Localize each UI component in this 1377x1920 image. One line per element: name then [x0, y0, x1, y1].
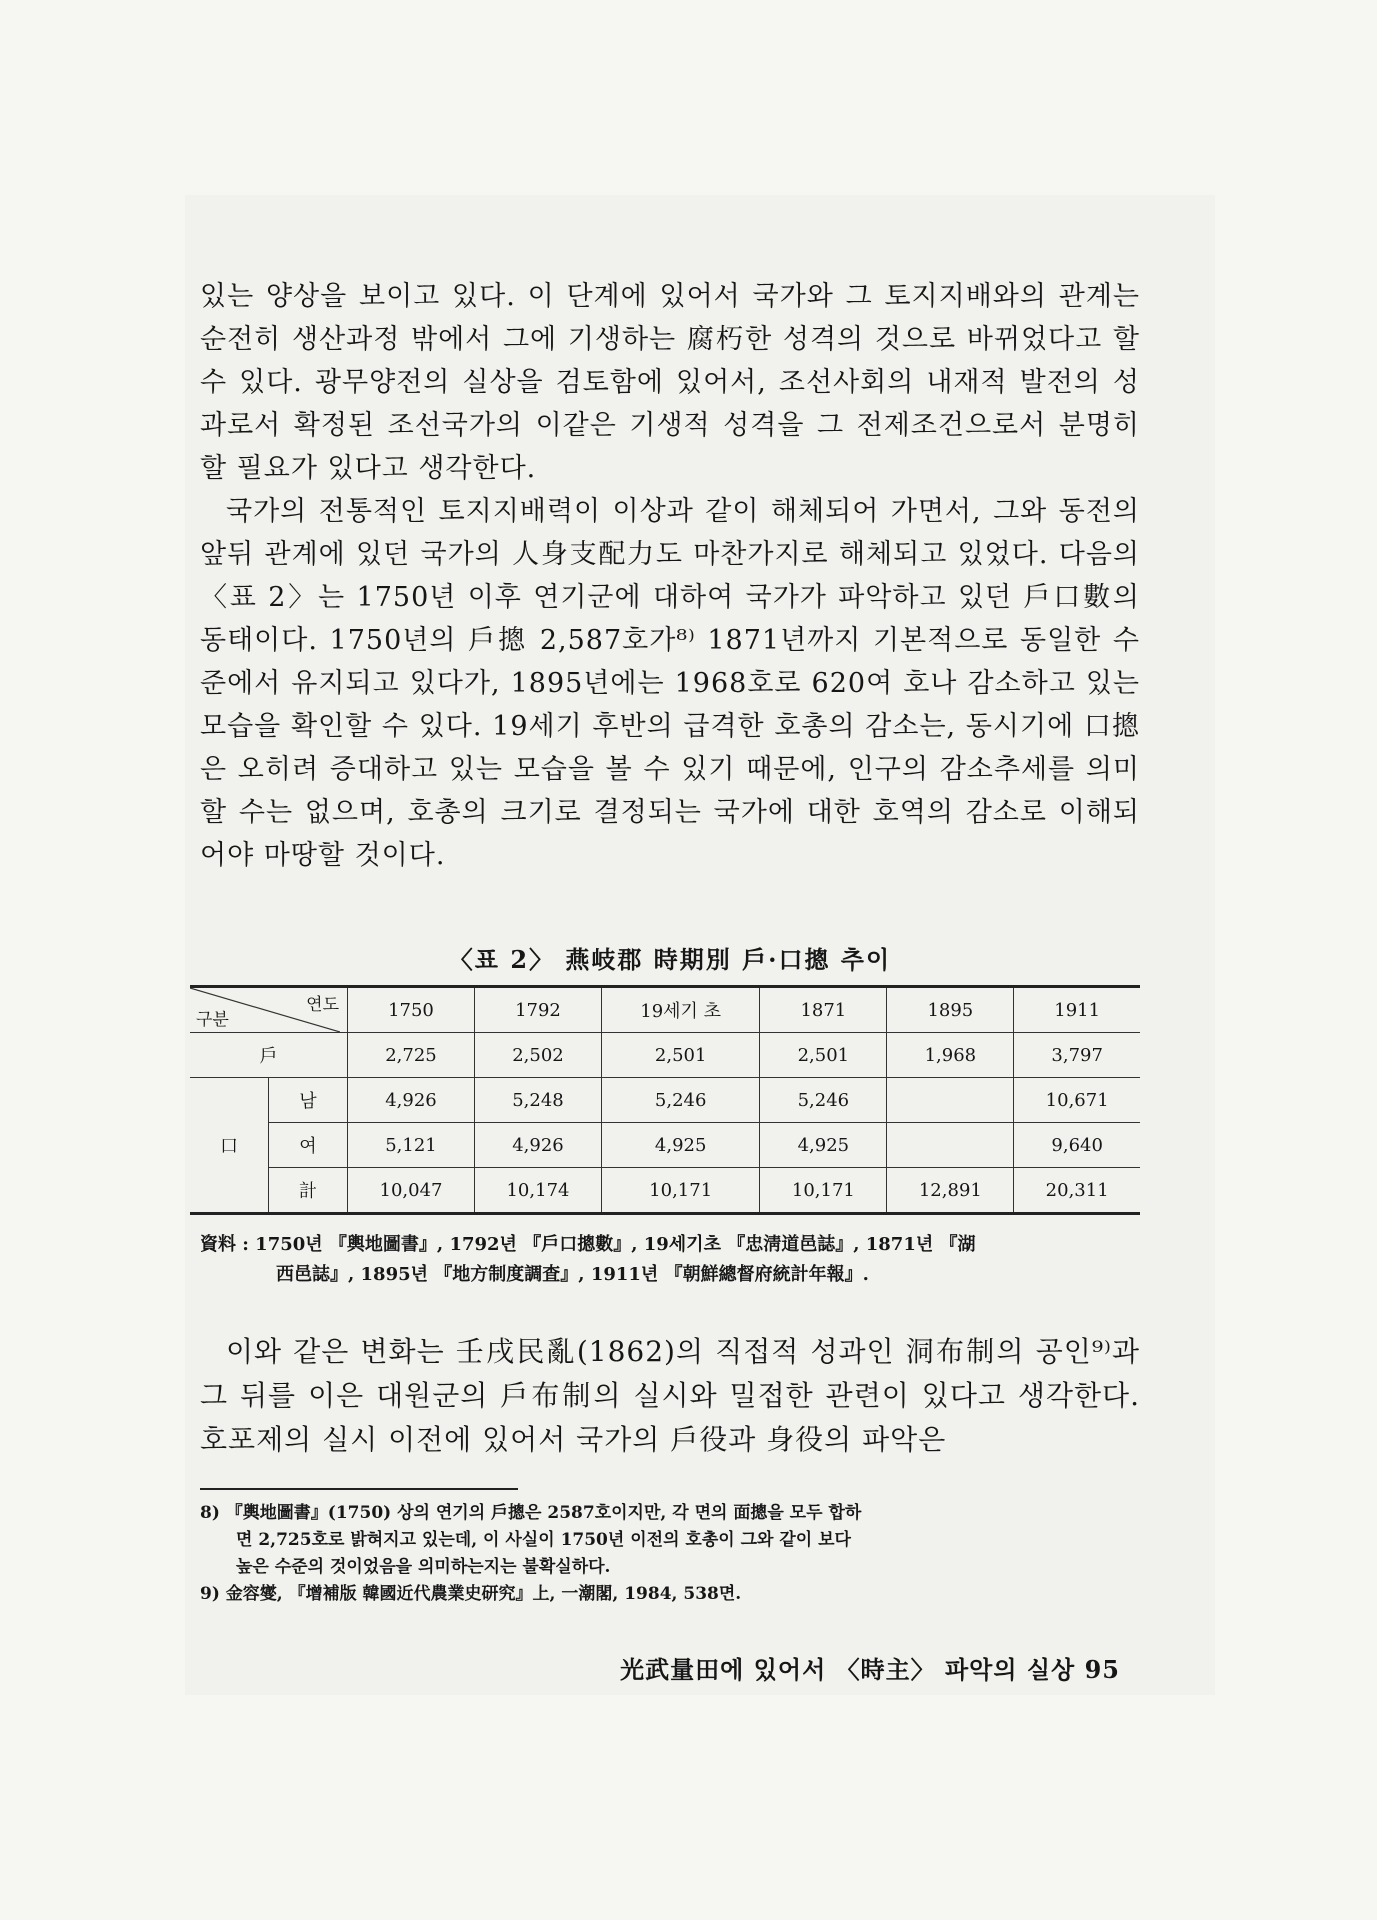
table-cell: 2,501 [760, 1033, 887, 1078]
table-row [190, 1033, 1140, 1078]
table-cell: 4,926 [474, 1123, 601, 1168]
table-cell: 5,121 [348, 1123, 475, 1168]
household-population-table [190, 985, 1140, 1215]
year-header: 1871 [760, 987, 887, 1033]
year-header: 1750 [348, 987, 475, 1033]
footnote-8-line-1: 8) 『輿地圖書』(1750) 상의 연기의 戶摠은 2587호이지만, 각 면의 面摠을 모두 합하 [200, 1503, 862, 1523]
running-footer: 光武量田에 있어서 〈時主〉 파악의 실상 95 [620, 1655, 1120, 1684]
footnote-8 [200, 1500, 1140, 1581]
table-cell: 5,246 [760, 1078, 887, 1123]
table-cell: 9,640 [1014, 1123, 1140, 1168]
table-cell: 5,246 [601, 1078, 759, 1123]
body-text-top [200, 275, 1140, 877]
paragraph-1: 있는 양상을 보이고 있다. 이 단계에 있어서 국가와 그 토지지배와의 관계는 순전히 생산과정 밖에서 그에 기생하는 腐朽한 성격의 것으로 바뀌었다고 할 수 있다. 광무양전의 실상을 검토함에 있어서, 조선사회의 내재적 발전의 성과로서 확정된 조선국가의 이같은 기생적 성격을 그 전제조건으로서 분명히 할 필요가 있다고 생각한다. [200, 281, 1140, 484]
table-cell [887, 1078, 1014, 1123]
table-cell: 10,174 [474, 1168, 601, 1214]
table-cell: 2,502 [474, 1033, 601, 1078]
table-cell: 2,501 [601, 1033, 759, 1078]
row-group-label: 口 [190, 1078, 269, 1214]
year-header: 19세기 초 [601, 987, 759, 1033]
paragraph-3: 이와 같은 변화는 壬戌民亂(1862)의 직접적 성과인 洞布制의 공인⁹⁾과 그 뒤를 이은 대원군의 戶布制의 실시와 밀접한 관련이 있다고 생각한다. 호포제의 실시 이전에 있어서 국가의 戶役과 身役의 파악은 [200, 1335, 1140, 1456]
table-source-note [200, 1230, 1140, 1290]
table-cell: 4,926 [348, 1078, 475, 1123]
table-cell: 4,925 [760, 1123, 887, 1168]
table-cell: 10,047 [348, 1168, 475, 1214]
body-text-bottom [200, 1330, 1140, 1462]
paragraph-2: 국가의 전통적인 토지지배력이 이상과 같이 해체되어 가면서, 그와 동전의 앞뒤 관계에 있던 국가의 人身支配力도 마찬가지로 해체되고 있었다. 다음의 〈표 2〉는 1750년 이후 연기군에 대하여 국가가 파악하고 있던 戶口數의 동태이다. 1750년의 戶摠 2,587호가⁸⁾ 1871년까지 기본적으로 동일한 수준에서 유지되고 있다가, 1895년에는 1968호로 620여 호나 감소하고 있는 모습을 확인할 수 있다. 19세기 후반의 급격한 호총의 감소는, 동시기에 口摠은 오히려 증대하고 있는 모습을 볼 수 있기 때문에, 인구의 감소추세를 의미할 수는 없으며, 호총의 크기로 결정되는 국가에 대한 호역의 감소로 이해되어야 마땅할 것이다. [200, 496, 1140, 871]
corner-category-label: 구분 [196, 1010, 229, 1030]
table-row [190, 1078, 1140, 1123]
year-header: 1895 [887, 987, 1014, 1033]
table-cell: 10,171 [760, 1168, 887, 1214]
table-corner-cell [190, 987, 348, 1033]
source-line-1: 資料 : 1750년 『輿地圖書』, 1792년 『戶口摠數』, 19세기초 『忠淸道邑誌』, 1871년 『湖 [200, 1234, 976, 1255]
table-cell: 4,925 [601, 1123, 759, 1168]
table-title: 〈표 2〉 燕岐郡 時期別 戶·口摠 추이 [448, 945, 892, 974]
footnote-divider [200, 1488, 518, 1490]
footnote-9: 9) 金容燮, 『增補版 韓國近代農業史研究』上, 一潮閣, 1984, 538면. [200, 1584, 742, 1604]
table-row [190, 1123, 1140, 1168]
table-cell: 10,671 [1014, 1078, 1140, 1123]
table-row [190, 1168, 1140, 1214]
footnotes [200, 1500, 1140, 1608]
row-label: 남 [269, 1078, 348, 1123]
row-label: 戶 [190, 1033, 348, 1078]
source-line-2: 西邑誌』, 1895년 『地方制度調査』, 1911년 『朝鮮總督府統計年報』. [276, 1264, 869, 1285]
table-cell: 12,891 [887, 1168, 1014, 1214]
footnote-8-line-3: 높은 수준의 것이었음을 의미하는지는 불확실하다. [236, 1557, 611, 1577]
table-header-row [190, 987, 1140, 1033]
table-cell: 1,968 [887, 1033, 1014, 1078]
table-cell [887, 1123, 1014, 1168]
table-cell: 5,248 [474, 1078, 601, 1123]
footnote-8-line-2: 면 2,725호로 밝혀지고 있는데, 이 사실이 1750년 이전의 호총이 그와 같이 보다 [236, 1530, 851, 1550]
row-label: 計 [269, 1168, 348, 1214]
row-label: 여 [269, 1123, 348, 1168]
table-cell: 2,725 [348, 1033, 475, 1078]
table-cell: 20,311 [1014, 1168, 1140, 1214]
table-cell: 3,797 [1014, 1033, 1140, 1078]
table-cell: 10,171 [601, 1168, 759, 1214]
year-header: 1911 [1014, 987, 1140, 1033]
corner-year-label: 연도 [306, 995, 339, 1015]
year-header: 1792 [474, 987, 601, 1033]
